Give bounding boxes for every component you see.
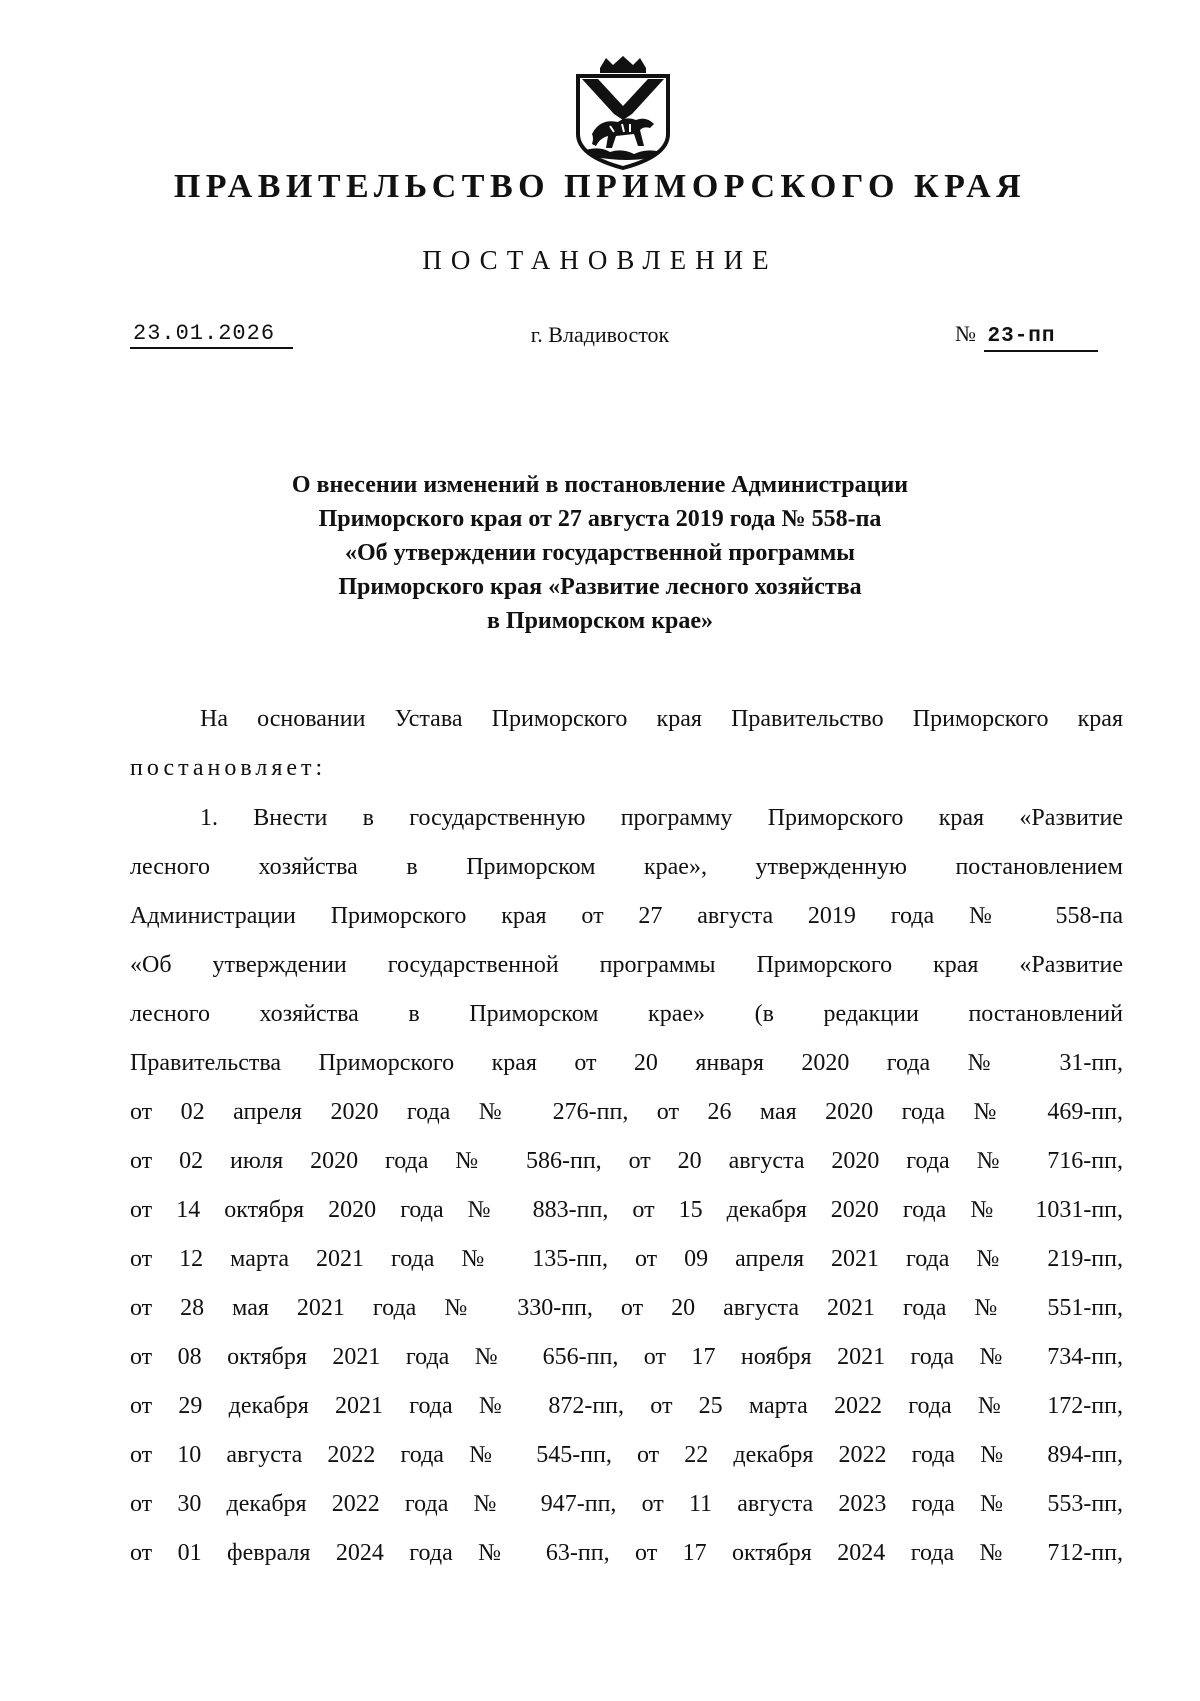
item-1-line: от 29 декабря 2021 года № 872-пп, от 25 марта 2022 года № 172-пп, [130, 1393, 1123, 1419]
document-subject [0, 468, 1200, 638]
document-number [955, 321, 1098, 352]
item-1-paragraph [130, 794, 1123, 1578]
item-1-line: от 12 марта 2021 года № 135-пп, от 09 апреля 2021 года № 219-пп, [130, 1246, 1123, 1272]
government-title: ПРАВИТЕЛЬСТВО ПРИМОРСКОГО КРАЯ [173, 168, 1027, 205]
item-1-line: лесного хозяйства в Приморском крае» (в редакции постановлений [130, 1001, 1123, 1027]
subject-line: в Приморском крае» [486, 608, 714, 634]
number-prefix: № [955, 321, 976, 346]
subject-line: «Об утверждении государственной программы [344, 540, 856, 566]
number-value: 23-пп [984, 324, 1098, 352]
document-date: 23.01.2026 [130, 321, 293, 349]
preamble-paragraph [130, 695, 1123, 744]
document-type-title: ПОСТАНОВЛЕНИЕ [422, 245, 778, 275]
item-1-line: Правительства Приморского края от 20 января 2020 года № 31-пп, [130, 1050, 1123, 1076]
resolves-word: постановляет: [130, 755, 327, 781]
subject-line: О внесении изменений в постановление Администрации [291, 472, 909, 498]
item-1-line: от 02 апреля 2020 года № 276-пп, от 26 мая 2020 года № 469-пп, [130, 1099, 1123, 1125]
item-1-line: Администрации Приморского края от 27 августа 2019 года № 558-па [130, 903, 1123, 929]
item-1-line: от 10 августа 2022 года № 545-пп, от 22 декабря 2022 года № 894-пп, [130, 1442, 1123, 1468]
item-1-line: от 01 февраля 2024 года № 63-пп, от 17 октября 2024 года № 712-пп, [130, 1540, 1123, 1566]
coat-of-arms-emblem [570, 56, 676, 172]
item-1-line: лесного хозяйства в Приморском крае», утвержденную постановлением [130, 854, 1123, 880]
item-1-line: от 02 июля 2020 года № 586-пп, от 20 августа 2020 года № 716-пп, [130, 1148, 1123, 1174]
item-1-line: «Об утверждении государственной программы Приморского края «Развитие [130, 952, 1123, 978]
item-1-line: от 30 декабря 2022 года № 947-пп, от 11 августа 2023 года № 553-пп, [130, 1491, 1123, 1517]
item-1-line: от 08 октября 2021 года № 656-пп, от 17 ноября 2021 года № 734-пп, [130, 1344, 1123, 1370]
subject-line: Приморского края от 27 августа 2019 года № 558-па [318, 506, 882, 532]
item-1-line: от 28 мая 2021 года № 330-пп, от 20 августа 2021 года № 551-пп, [130, 1295, 1123, 1321]
preamble-resolution [130, 744, 1123, 793]
preamble-line: На основании Устава Приморского края Правительство Приморского края [200, 706, 1123, 732]
item-1-line: 1. Внести в государственную программу Приморского края «Развитие [200, 805, 1123, 831]
item-1-line: от 14 октября 2020 года № 883-пп, от 15 декабря 2020 года № 1031-пп, [130, 1197, 1123, 1223]
subject-line: Приморского края «Развитие лесного хозяйства [338, 574, 862, 600]
document-city: г. Владивосток [530, 322, 670, 347]
